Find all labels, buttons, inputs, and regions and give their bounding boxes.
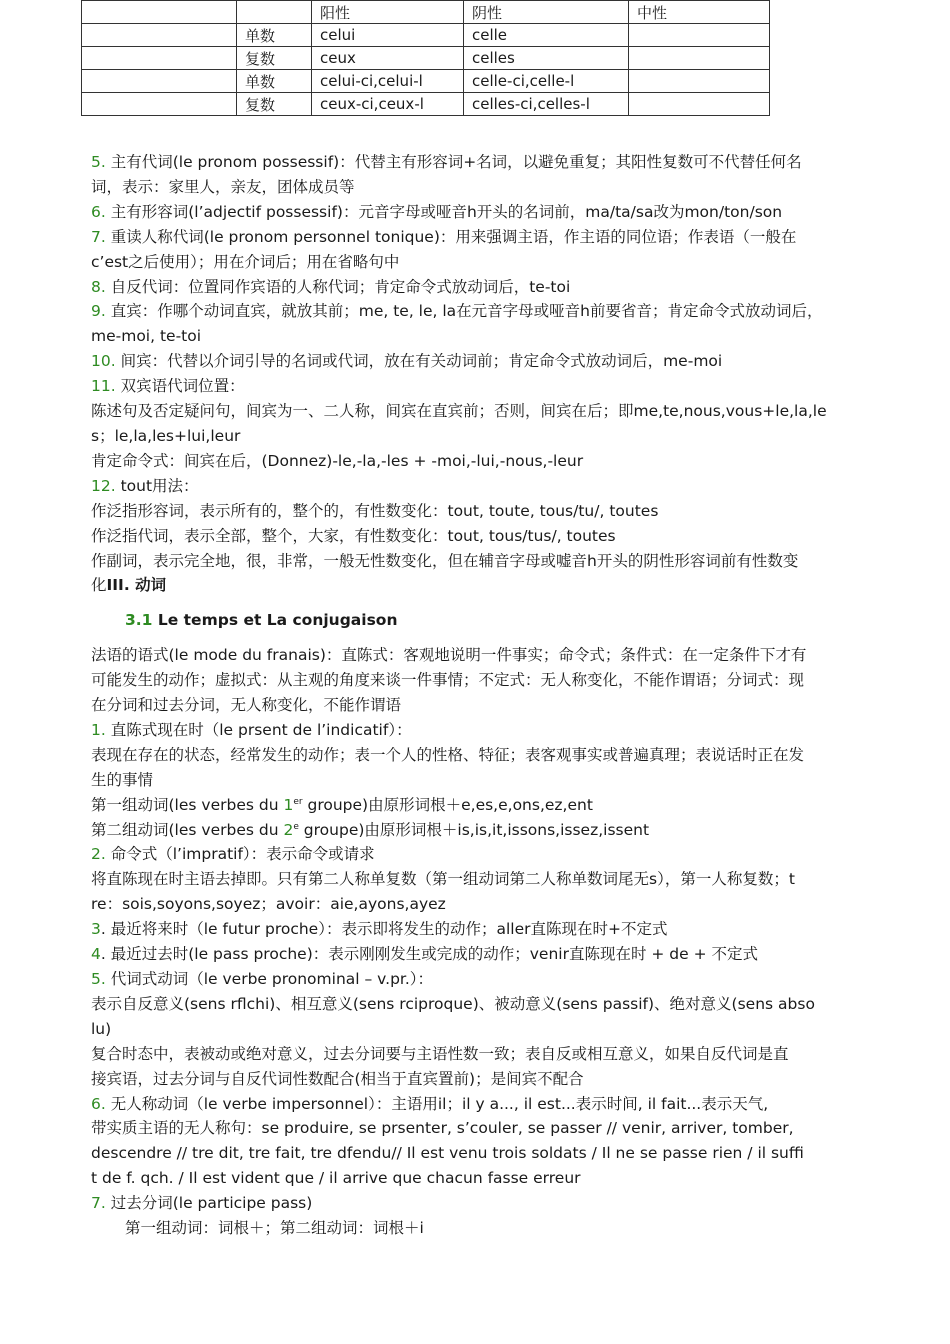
item-11-line: s；le,la,les+lui,leur xyxy=(91,426,241,445)
table-cell xyxy=(82,47,237,70)
item-text: tout用法： xyxy=(115,476,199,495)
ordinal-suffix: er xyxy=(293,796,303,807)
table-cell: 单数 xyxy=(237,70,312,93)
table-cell xyxy=(82,70,237,93)
item-number: 3 xyxy=(91,920,101,939)
verb-item-6-line: descendre // tre dit, tre fait, tre dfendu// Il est venu trois soldats / Il ne se passe rien / il suffi xyxy=(91,1144,804,1163)
table-row xyxy=(82,24,770,47)
item-number: 7. xyxy=(91,1194,106,1213)
verb-item-6 xyxy=(91,1092,801,1117)
item-number: 2. xyxy=(91,845,106,864)
item-5 xyxy=(91,150,801,175)
item-number: 11. xyxy=(91,377,116,396)
table-cell: ceux xyxy=(312,47,464,70)
table-header-masculine: 阳性 xyxy=(312,1,464,24)
item-12-line: 作副词，表示完全地，很，非常，一般无性数变化，但在辅音字母或嘘音h开头的阴性形容词前有性数变 xyxy=(91,551,799,570)
table-cell xyxy=(82,93,237,116)
group-number: 1 xyxy=(283,795,294,814)
group-number: 2 xyxy=(283,820,294,839)
table-cell: celles xyxy=(464,47,629,70)
verb-item-5-line: 复合时态中，表被动或绝对意义，过去分词要与主语性数一致；表自反或相互意义，如果自反代词是直 xyxy=(91,1044,789,1063)
table-cell: celui xyxy=(312,24,464,47)
item-text: . 最近将来时（le futur proche）：表示即将发生的动作；aller直陈现在时+不定式 xyxy=(100,920,668,939)
item-number: 1. xyxy=(91,720,106,739)
verb-item-5-line: lu) xyxy=(91,1019,112,1038)
table-cell: celle xyxy=(464,24,629,47)
mood-intro: 在分词和过去分词，无人称变化，不能作谓语 xyxy=(91,696,402,715)
item-11 xyxy=(91,374,801,399)
table-header-neuter: 中性 xyxy=(629,1,770,24)
item-5-cont: 词，表示：家里人，亲友，团体成员等 xyxy=(91,177,355,196)
demonstrative-pronoun-table xyxy=(81,0,770,116)
section-heading xyxy=(91,608,801,633)
item-text: groupe)由原形词根＋e,es,e,ons,ez,ent xyxy=(302,795,593,814)
item-text: 第二组动词(les verbes du xyxy=(91,820,284,839)
item-number: 6. xyxy=(91,202,106,221)
item-text: 化 xyxy=(91,576,107,595)
item-12-line: 作泛指形容词，表示所有的，整个的，有性数变化：tout, toute, tous/tu/, toutes xyxy=(91,501,659,520)
item-12 xyxy=(91,474,801,499)
item-7 xyxy=(91,225,801,250)
item-text: 间宾：代替以介词引导的名词或代词，放在有关动词前；肯定命令式放动词后，me-moi xyxy=(115,352,723,371)
second-group-conjugation xyxy=(91,818,801,843)
item-text: 主有形容词(l’adjectif possessif)：元音字母或哑音h开头的名词前，ma/ta/sa改为mon/ton/son xyxy=(105,202,783,221)
item-text: 直宾：作哪个动词直宾，就放其前；me, te, le, la在元音字母或哑音h前要省音；肯定命令式放动词后， xyxy=(105,302,823,321)
table-cell: 复数 xyxy=(237,93,312,116)
verb-item-5-line: 接宾语，过去分词与自反代词性数配合(相当于直宾置前)；是间宾不配合 xyxy=(91,1069,584,1088)
item-text: 主有代词(le pronom possessif)：代替主有形容词+名词，以避免重复；其阳性复数可不代替任何名 xyxy=(105,153,802,171)
verb-item-5 xyxy=(91,967,801,992)
item-number: 5. xyxy=(91,970,106,988)
item-number: 9. xyxy=(91,302,106,321)
mood-intro: 法语的语式(le mode du franais)：直陈式：客观地说明一件事实；命令式；条件式：在一定条件下才有 xyxy=(91,646,807,665)
verb-item-6-line: t de f. qch. / Il est vident que / il arrive que chacun fasse erreur xyxy=(91,1169,581,1188)
item-number: 7. xyxy=(91,227,106,246)
table-cell: ceux-ci,ceux-l xyxy=(312,93,464,116)
item-number: 8. xyxy=(91,277,106,296)
table-cell: 复数 xyxy=(237,47,312,70)
table-row xyxy=(82,93,770,116)
item-12-line xyxy=(91,573,801,598)
verb-item-3 xyxy=(91,917,801,942)
item-text: 直陈式现在时（le prsent de l’indicatif）： xyxy=(105,720,412,739)
table-cell xyxy=(629,47,770,70)
table-cell xyxy=(82,24,237,47)
item-6 xyxy=(91,200,801,225)
item-text: 命令式（l’impratif）：表示命令或请求 xyxy=(105,845,375,864)
item-9-cont: me-moi, te-toi xyxy=(91,327,202,346)
verb-item-1 xyxy=(91,718,801,743)
document-body xyxy=(91,150,827,1241)
table-row xyxy=(82,1,770,24)
verb-item-1-line: 表现在存在的状态，经常发生的动作；表一个人的性格、特征；表客观事实或普遍真理；表说话时正在发 xyxy=(91,745,805,764)
chapter-heading: III. 动词 xyxy=(106,576,167,595)
first-group-conjugation xyxy=(91,793,801,818)
item-text: . 最近过去时(le pass proche)：表示刚刚发生或完成的动作；venir直陈现在时 + de + 不定式 xyxy=(100,945,759,964)
verb-item-2-line: re：sois,soyons,soyez；avoir：aie,ayons,ayez xyxy=(91,895,446,914)
item-text: 双宾语代词位置： xyxy=(115,377,245,396)
item-number: 12. xyxy=(91,476,116,495)
table-row xyxy=(82,47,770,70)
table-cell xyxy=(237,1,312,24)
table-cell xyxy=(82,1,237,24)
item-text: 自反代词：位置同作宾语的人称代词；肯定命令式放动词后，te-toi xyxy=(105,277,571,296)
item-10 xyxy=(91,349,801,374)
item-9 xyxy=(91,299,823,324)
item-number: 4 xyxy=(91,945,101,964)
verb-item-7 xyxy=(91,1191,801,1216)
verb-item-2 xyxy=(91,842,801,867)
item-12-line: 作泛指代词，表示全部，整个，大家，有性数变化：tout, tous/tus/, toutes xyxy=(91,526,616,545)
verb-item-1-line: 生的事情 xyxy=(91,770,154,789)
item-11-line: 陈述句及否定疑问句，间宾为一、二人称，间宾在直宾前；否则，间宾在后；即me,te,nous,vous+le,la,le xyxy=(91,402,827,421)
item-text: 代词式动词（le verbe pronominal – v.pr.）： xyxy=(105,970,434,988)
table-cell xyxy=(629,24,770,47)
table-row xyxy=(82,70,770,93)
verb-item-7-line: 第一组动词：词根＋；第二组动词：词根＋i xyxy=(125,1219,424,1238)
table-header-feminine: 阴性 xyxy=(464,1,629,24)
item-text: 重读人称代词(le pronom personnel tonique)：用来强调主语，作主语的同位语；作表语（一般在 xyxy=(105,227,797,246)
item-number: 5. xyxy=(91,153,106,171)
table-cell: celle-ci,celle-l xyxy=(464,70,629,93)
item-number: 6. xyxy=(91,1094,106,1113)
verb-item-4 xyxy=(91,942,801,967)
table-cell: 单数 xyxy=(237,24,312,47)
section-number: 3.1 xyxy=(125,611,153,630)
table-cell xyxy=(629,70,770,93)
item-text: 无人称动词（le verbe impersonnel）：主语用il；il y a..., il est...表示时间, il fait...表示天气, xyxy=(105,1094,769,1113)
verb-item-2-line: 将直陈现在时主语去掉即。只有第二人称单复数（第一组动词第二人称单数词尾无s），第一人称复数；t xyxy=(91,870,795,889)
item-11-line: 肯定命令式：间宾在后，(Donnez)-le,-la,-les + -moi,-lui,-nous,-leur xyxy=(91,451,584,470)
ordinal-suffix: e xyxy=(293,821,299,832)
item-text: 过去分词(le participe pass) xyxy=(105,1194,313,1213)
section-title: Le temps et La conjugaison xyxy=(152,611,398,630)
verb-item-6-line: 带实质主语的无人称句：se produire, se prsenter, s’couler, se passer // venir, arriver, tomber, xyxy=(91,1119,794,1138)
table-cell xyxy=(629,93,770,116)
item-text: 第一组动词(les verbes du xyxy=(91,795,284,814)
item-number: 10. xyxy=(91,352,116,371)
item-text: groupe)由原形词根＋is,is,it,issons,issez,issent xyxy=(298,820,650,839)
item-7-cont: c’est之后使用）；用在介词后；用在省略句中 xyxy=(91,252,400,271)
verb-item-5-line: 表示自反意义(sens rflchi)、相互意义(sens rciproque)、被动意义(sens passif)、绝对意义(sens abso xyxy=(91,994,815,1013)
mood-intro: 可能发生的动作；虚拟式：从主观的角度来谈一件事情；不定式：无人称变化，不能作谓语；分词式：现 xyxy=(91,671,805,690)
table-cell: celles-ci,celles-l xyxy=(464,93,629,116)
table-cell: celui-ci,celui-l xyxy=(312,70,464,93)
item-8 xyxy=(91,275,801,300)
